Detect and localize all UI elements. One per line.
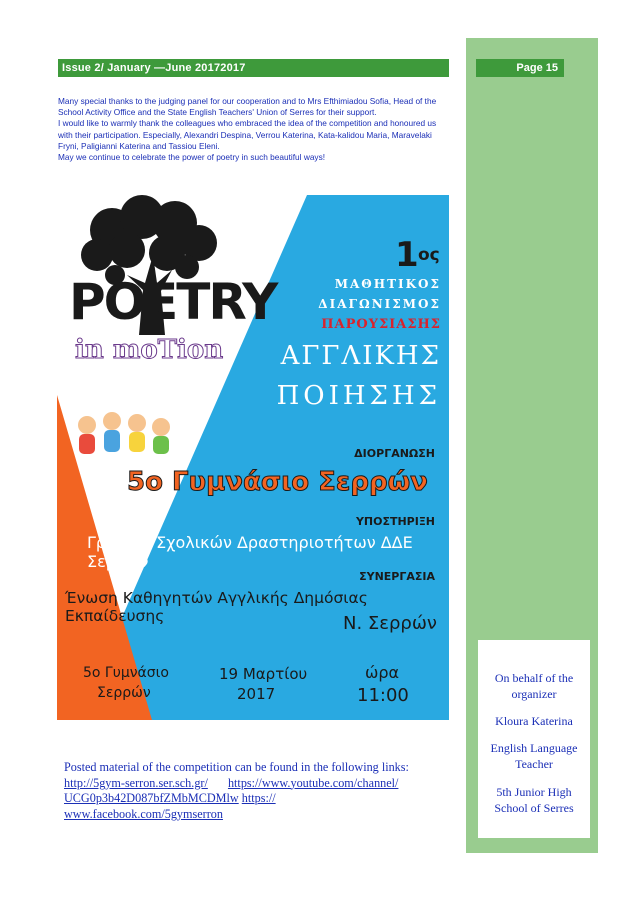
facebook-link-part2[interactable]: www.facebook.com/5gymserron xyxy=(64,806,223,821)
ordinal-number: 1 xyxy=(395,235,419,275)
organizer-box-line-1: On behalf of the xyxy=(494,671,574,685)
support-name: Γραφείο Σχολικών Δραστηριοτήτων ΔΔΕ Σερρών xyxy=(87,533,413,571)
poetry-logo: POETRY xyxy=(69,273,277,331)
poster-line-1: ΜΑΘΗΤΙΚΟΣ xyxy=(334,277,441,291)
links-section xyxy=(64,760,444,822)
organizer-label: ΔΙΟΡΓΑΝΩΣΗ xyxy=(354,447,435,460)
venue-line-2: Σερρών xyxy=(97,685,151,701)
poster-line-2: ΔΙΑΓΩΝΙΣΜΟΣ xyxy=(318,297,441,311)
poster-line-5: ΠΟΙΗΣΗΣ xyxy=(276,381,441,411)
cooperation-label: ΣΥΝΕΡΓΑΣΙΑ xyxy=(359,570,435,583)
organizer-box-line-6: 5th Junior High xyxy=(496,785,572,799)
organizer-box xyxy=(478,640,590,838)
organizer-box-line-7: School of Serres xyxy=(494,801,574,815)
poster-line-4: ΑΓΓΛΙΚΗΣ xyxy=(280,341,441,371)
organizer-box-line-2: organizer xyxy=(511,687,557,701)
youtube-link-part2[interactable]: UCG0p3b42D087bfZMbMCDMlw xyxy=(64,791,239,805)
cooperation-line-2: Ν. Σερρών xyxy=(343,613,437,634)
organizer-box-line-5: Teacher xyxy=(515,757,553,771)
ordinal-suffix: ος xyxy=(418,245,440,265)
poster-line-3: ΠΑΡΟΥΣΙΑΣΗΣ xyxy=(321,317,441,332)
intro-text xyxy=(58,96,450,163)
youtube-link-part1[interactable]: https://www.youtube.com/channel/ xyxy=(227,775,399,790)
organizer-box-name: Kloura Katerina xyxy=(495,714,573,728)
facebook-link-part1[interactable]: https:// xyxy=(241,791,276,805)
closing-paragraph: May we continue to celebrate the power of poetry in such beautiful ways! xyxy=(58,152,326,163)
date-line-2: 2017 xyxy=(237,685,276,703)
issue-header: Issue 2/ January —June 20172017 xyxy=(58,59,449,77)
time-label: ώρα xyxy=(365,663,400,682)
school-website-link[interactable]: http://5gym-serron.ser.sch.gr/ xyxy=(64,775,208,790)
organizer-name: 5ο Γυμνάσιο Σερρών xyxy=(127,467,428,497)
thanks-paragraph: Many special thanks to the judging panel for our cooperation and to Mrs Efthimiadou Sofia, Head of the School Activity Office and the State English Teachers' Union of Serres for their support. xyxy=(58,96,437,118)
competition-poster xyxy=(57,195,449,720)
date-line-1: 19 Μαρτίου xyxy=(219,665,308,683)
colleagues-paragraph: I would like to warmly thank the colleagues who embraced the idea of the competition and honoured us with their participation. Especially, Alexandri Despina, Verrou Katerina, Kata-kalidou Maria, Maravelaki Fryni, Paligianni Katerina and Tassiou Eleni. xyxy=(58,118,437,151)
organizer-box-line-4: English Language xyxy=(490,741,578,755)
cooperation-line-1: Ένωση Καθηγητών Αγγλικής Δημόσιας Εκπαίδευσης xyxy=(65,589,368,625)
support-label: ΥΠΟΣΤΗΡΙΞΗ xyxy=(355,515,435,528)
venue-line-1: 5ο Γυμνάσιο xyxy=(83,665,169,681)
page-number: Page 15 xyxy=(476,59,564,77)
time-value: 11:00 xyxy=(357,685,409,706)
in-motion-logo: in moTion xyxy=(75,335,224,365)
links-intro: Posted material of the competition can be found in the following links: xyxy=(64,760,409,774)
